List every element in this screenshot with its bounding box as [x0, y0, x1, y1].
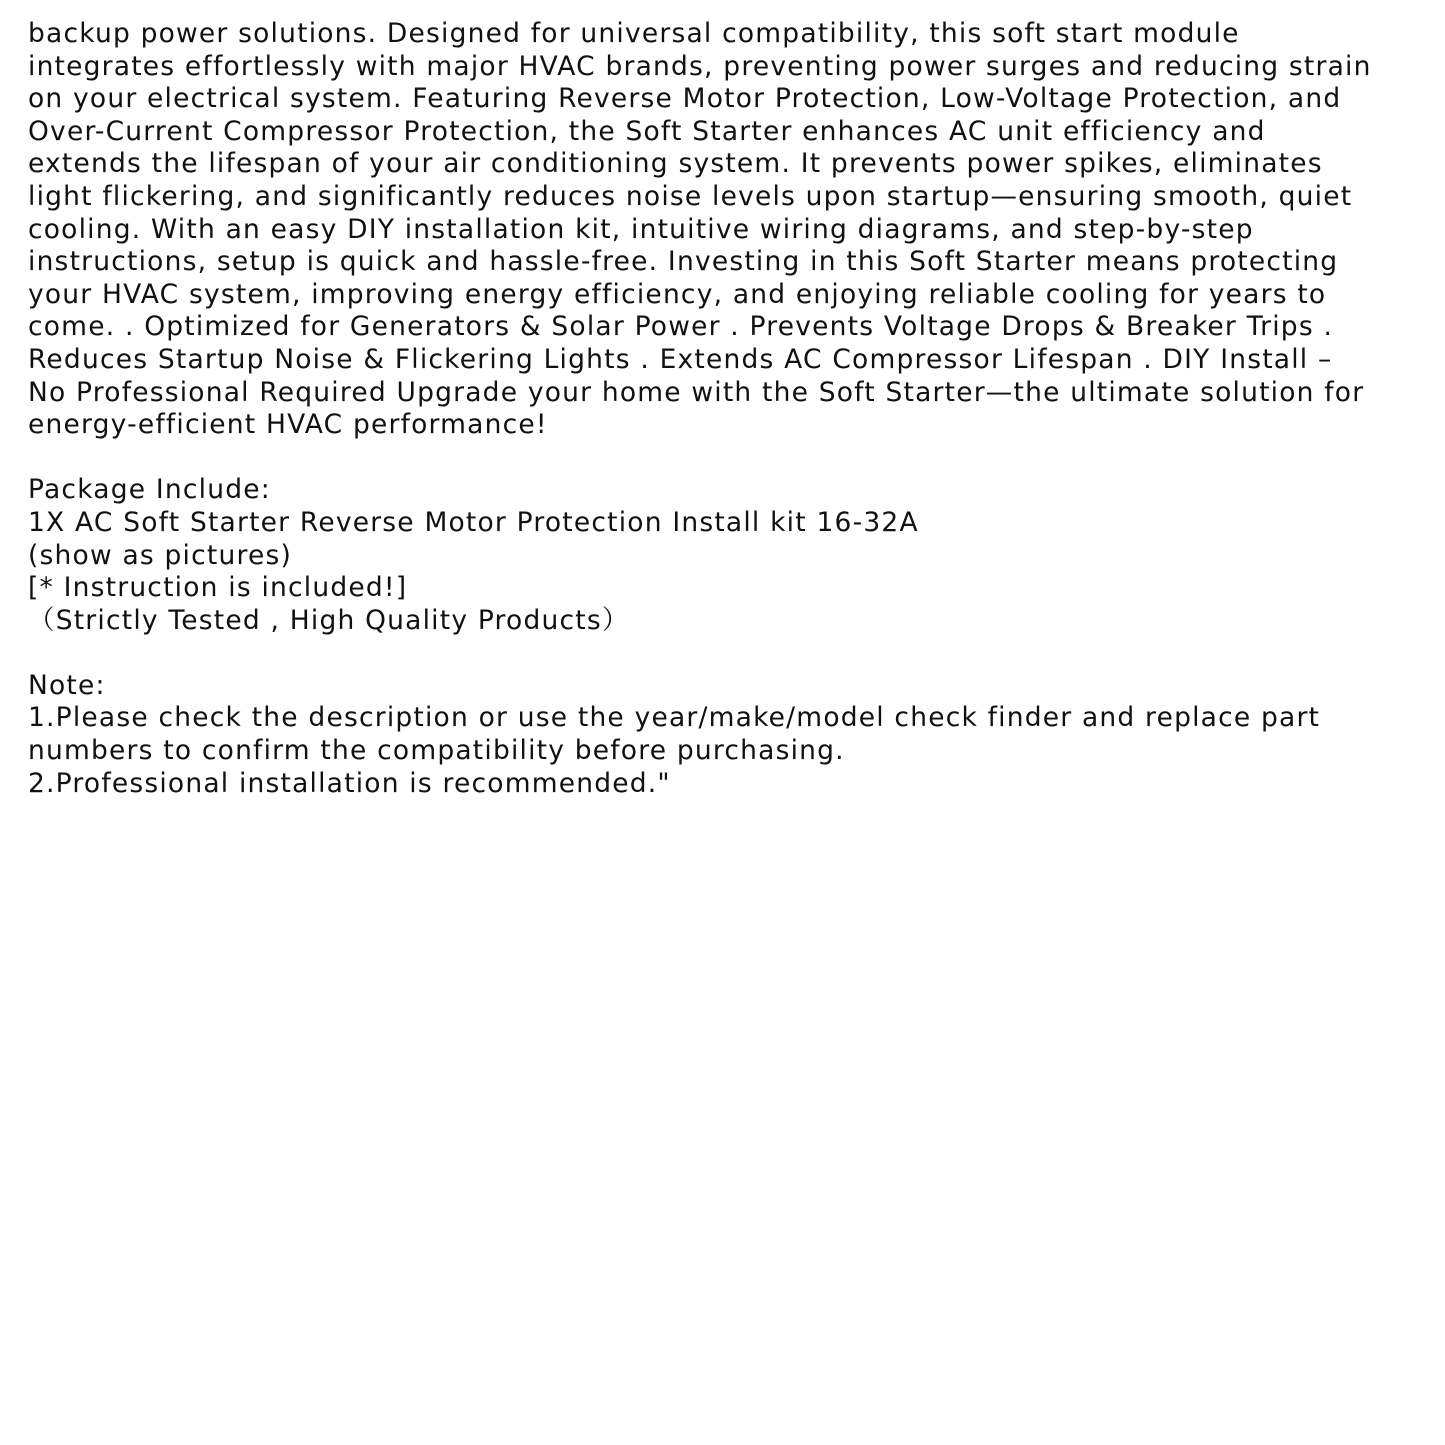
description-line: come. . Optimized for Generators & Solar Power . Prevents Voltage Drops & Breaker Trips .: [28, 311, 1334, 343]
description-line: energy-efficient HVAC performance!: [28, 409, 548, 441]
package-heading: Package Include:: [28, 474, 271, 506]
description-line: cooling. With an easy DIY installation kit, intuitive wiring diagrams, and step-by-step: [28, 213, 1254, 245]
package-item: （Strictly Tested , High Quality Products）: [28, 604, 630, 636]
description-line: backup power solutions. Designed for universal compatibility, this soft start module: [28, 18, 1240, 49]
section-spacer: [28, 637, 1423, 670]
description-paragraph: [28, 18, 1423, 442]
package-item: (show as pictures): [28, 539, 293, 571]
description-line: Over-Current Compressor Protection, the Soft Starter enhances AC unit efficiency and: [28, 115, 1266, 147]
package-item: 1X AC Soft Starter Reverse Motor Protection Install kit 16-32A: [28, 506, 919, 538]
description-line: instructions, setup is quick and hassle-free. Investing in this Soft Starter means protecting: [28, 246, 1339, 278]
package-item: [* Instruction is included!]: [28, 572, 408, 604]
description-line: integrates effortlessly with major HVAC brands, preventing power surges and reducing strain: [28, 50, 1372, 82]
description-line: extends the lifespan of your air conditioning system. It prevents power spikes, eliminates: [28, 148, 1323, 180]
description-line: on your electrical system. Featuring Reverse Motor Protection, Low-Voltage Protection, and: [28, 83, 1342, 115]
note-heading: Note:: [28, 669, 106, 701]
description-line: No Professional Required Upgrade your home with the Soft Starter—the ultimate solution for: [28, 376, 1365, 408]
product-description-document: [28, 18, 1423, 800]
note-line: 1.Please check the description or use the year/make/model check finder and replace part: [28, 702, 1321, 734]
description-line: your HVAC system, improving energy efficiency, and enjoying reliable cooling for years to: [28, 278, 1327, 310]
description-line: Reduces Startup Noise & Flickering Lights . Extends AC Compressor Lifespan . DIY Install –: [28, 343, 1333, 375]
note-line: numbers to confirm the compatibility before purchasing.: [28, 735, 845, 767]
section-spacer: [28, 442, 1423, 475]
note-line: 2.Professional installation is recommended.": [28, 767, 671, 799]
package-section: [28, 474, 1423, 637]
note-section: [28, 670, 1423, 800]
description-line: light flickering, and significantly reduces noise levels upon startup—ensuring smooth, quiet: [28, 180, 1353, 212]
